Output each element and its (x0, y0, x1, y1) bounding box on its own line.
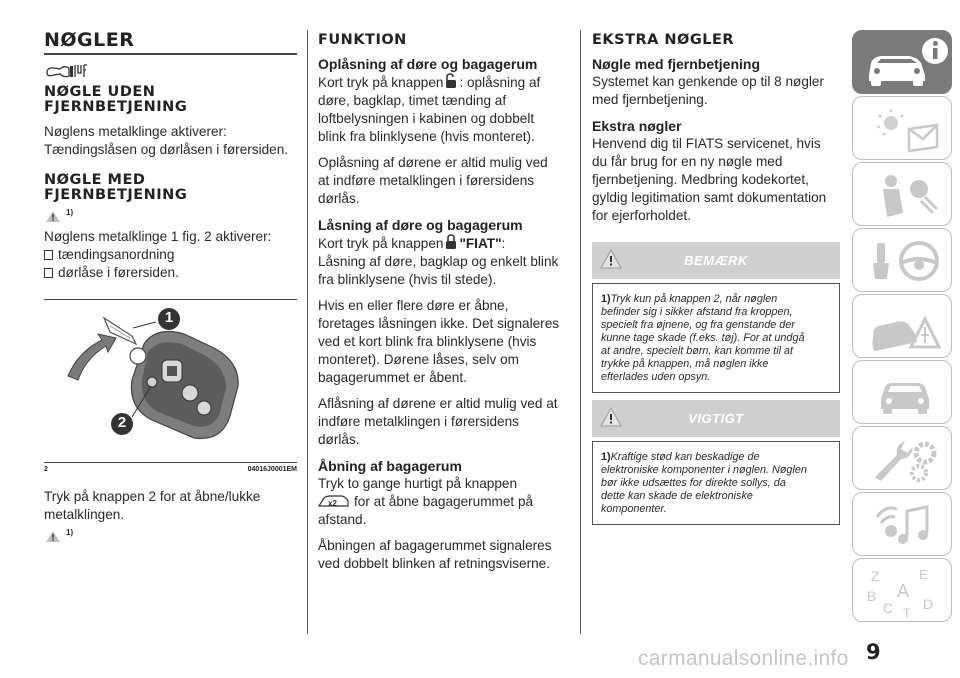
tab-safety[interactable] (852, 162, 952, 226)
padlock-open-icon (444, 73, 458, 89)
title-rule (44, 53, 297, 55)
figure-key-fob (44, 300, 297, 460)
column-divider (307, 30, 308, 634)
note-box: 1)Tryk kun på knappen 2, når nøglen befinder sig i sikker afstand fra kroppen, specielt fra øjnene, og fra genstande der kunne tage skade (f.eks. tøj). For at undgå at andre, specielt børn, kan komme til at trykke på knappen, må nøglen ikke efterlades uden opsyn. (592, 283, 840, 393)
tab-maintenance[interactable] (852, 360, 952, 424)
key-icon (44, 61, 297, 81)
page-title: NØGLER (44, 29, 135, 51)
warning-reference: 1) (44, 208, 297, 222)
index-letter: Z (871, 568, 880, 584)
warning-triangle-icon (44, 530, 62, 543)
bullet-icon (44, 268, 53, 278)
tab-emergency[interactable] (852, 294, 952, 358)
index-letter: E (919, 567, 928, 582)
callout-1-label: 1 (164, 309, 174, 326)
page-number: 9 (866, 640, 881, 664)
important-header (592, 400, 840, 437)
index-letter: D (923, 596, 934, 612)
remote-key-heading: Nøgle med fjernbetjening (592, 56, 761, 72)
column-function (318, 30, 570, 573)
figure-caption (44, 466, 297, 473)
trunk-text: Tryk to gange hurtigt på knappen x2 for at åbne bagagerummet på afstand. (318, 476, 534, 527)
figure-bottom-rule (44, 462, 297, 463)
release-button-text: Tryk på knappen 2 for at åbne/lukke metalklingen. (44, 489, 261, 522)
unlock-text: Kort tryk på knappen : oplåsning af døre, bagklap, timet tænding af loftbelysningen i kabinen og dobbelt blink fra blinklysene (hvis monteret). (318, 75, 541, 144)
important-box: 1)Kraftige stød kan beskadige de elektroniske komponenter i nøglen. Nøglen bør ikke udsættes for direkte sollys, da dette kan skade de elektroniske komponenter. (592, 441, 840, 525)
warning-triangle-icon (861, 299, 949, 355)
key-with-remote-list (44, 246, 297, 282)
warning-reference: 1) (44, 528, 297, 542)
index-letter: C (883, 600, 894, 616)
tab-dashboard[interactable] (852, 96, 952, 160)
extra-keys-text: Henvend dig til FIATS servicenet, hvis du får brug for en ny nøgle med fjernbetjening. Medbring kodekortet, gyldig legitimation samt dokumentation for ejerforholdet. (592, 136, 827, 223)
index-letter: T (903, 606, 911, 619)
trunk-signal-text: Åbningen af bagagerummet signaleres ved dobbelt blinken af retningsviserne. (318, 538, 552, 571)
column-keys (44, 30, 297, 542)
section-heading-key-without-remote: NØGLE UDEN FJERNBETJENING (44, 84, 188, 115)
remote-key-text: Systemet kan genkende op til 8 nøgler med fjernbetjening. (592, 74, 824, 107)
note-label: BEMÆRK (684, 253, 748, 268)
figure-code: 04016J0001EM (247, 466, 297, 473)
extra-keys-heading: Ekstra nøgler (592, 118, 682, 134)
car-info-icon (861, 35, 949, 91)
tab-technical-data[interactable] (852, 426, 952, 490)
section-heading-extra-keys: EKSTRA NØGLER (592, 32, 735, 48)
section-heading-key-with-remote: NØGLE MED FJERNBETJENING (44, 172, 188, 203)
tab-starting-driving[interactable] (852, 228, 952, 292)
padlock-closed-icon (444, 234, 458, 250)
figure-number: 2 (44, 466, 48, 473)
index-letter: B (867, 588, 877, 604)
column-divider (580, 30, 581, 634)
airbag-seatbelt-icon (861, 167, 949, 223)
callout-2-label: 2 (117, 414, 127, 431)
alphabet-index-icon (861, 563, 949, 619)
column-extra-keys (592, 30, 840, 525)
lock-mechanical-text: Aflåsning af dørene er altid mulig ved at indføre metalklingen i førersidens dørlås. (318, 396, 558, 447)
unlock-mechanical-text: Oplåsning af dørene er altid mulig ved at indføre metalklingen i førersidens dørlås. (318, 155, 548, 206)
unlock-heading: Oplåsning af døre og bagagerum (318, 56, 538, 72)
tools-gears-icon (861, 431, 949, 487)
section-heading-function: FUNKTION (318, 32, 407, 48)
trunk-heading: Åbning af bagagerum (318, 458, 462, 474)
index-letter: A (897, 581, 910, 601)
lock-heading: Låsning af døre og bagagerum (318, 217, 523, 233)
list-item: dørlåse i førersiden. (44, 264, 297, 282)
key-without-remote-text: Nøglens metalklinge aktiverer: Tændingslåsen og dørlåsen i førersiden. (44, 124, 289, 157)
dashboard-lights-icon (861, 101, 949, 157)
tab-index[interactable] (852, 558, 952, 622)
steering-wheel-icon (861, 233, 949, 289)
bullet-icon (44, 250, 53, 260)
important-label: VIGTIGT (688, 411, 744, 426)
key-with-remote-intro: Nøglens metalklinge 1 fig. 2 aktiverer: (44, 229, 272, 244)
list-item: tændingsanordning (44, 246, 297, 264)
tab-multimedia[interactable] (852, 492, 952, 556)
warning-triangle-icon (44, 210, 62, 223)
car-front-icon (861, 365, 949, 421)
lock-text: Kort tryk på knappen "FIAT": Låsning af døre, bagklap og enkelt blink fra blinklysene (hvis til stede). (318, 236, 559, 287)
note-header (592, 242, 840, 279)
trunk-x2-icon: x2 (318, 494, 350, 508)
lock-doors-open-text: Hvis en eller flere døre er åbne, foretages låsningen ikke. Det signaleres ved et kort blink fra blinklysene (hvis monteret). Dørene låses, selv om bagagerummet er åbent. (318, 298, 560, 385)
tab-getting-to-know-car[interactable] (852, 30, 952, 94)
multimedia-icon (861, 497, 949, 553)
watermark: carmanualsonline.info (638, 647, 849, 670)
